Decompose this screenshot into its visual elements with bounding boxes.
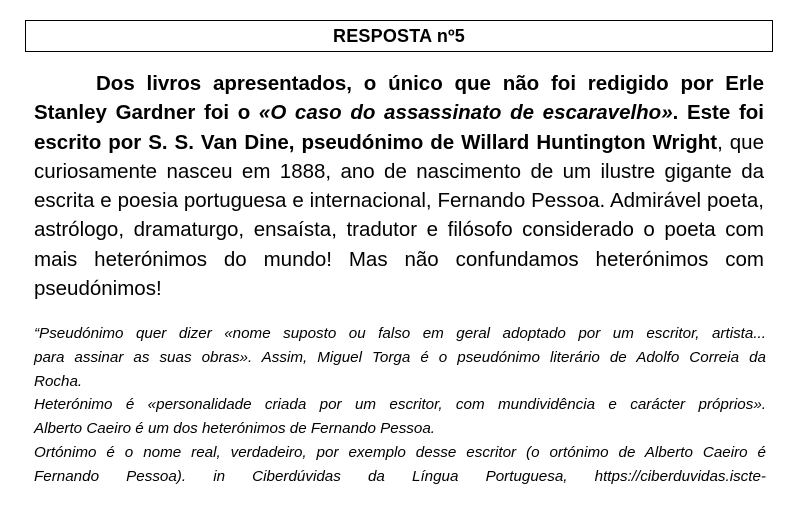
- book-title: «O caso do assassinato de escaravelho»: [258, 101, 673, 125]
- book-title-wrapper: [259, 101, 673, 124]
- answer-bold-intro: Dos livros apresentados, o único que não foi redigido por Erle Stanley Gardner foi o: [34, 72, 764, 125]
- answer-regular-text: , que curiosamente nasceu em 1888, ano de nascimento de um ilustre gigante da escrita e poesia portuguesa e internacional, Fernando Pessoa. Admirável poeta, astrólogo, dramaturgo, ensaísta, tradutor e filósofo considerado o poeta com mais heterónimos do mundo! Mas não confundamos heterónimos com pseudónimos!: [34, 130, 764, 301]
- answer-bold-after-title: . Este foi escrito por S. S. Van Dine, pseudónimo de Willard Huntington Wright: [34, 101, 764, 154]
- quote-line: Alberto Caeiro é um dos heterónimos de Fernando Pessoa.: [34, 420, 436, 438]
- answer-title: RESPOSTA nº5: [333, 25, 465, 46]
- quote-line: “Pseudónimo quer dizer «nome suposto ou falso em geral adoptado por um escritor, artista...: [34, 325, 766, 342]
- quote-line: para assinar as suas obras». Assim, Miguel Torga é o pseudónimo literário de Adolfo Correia da: [34, 348, 766, 366]
- answer-paragraph: [34, 69, 764, 303]
- quote-line: Rocha.: [34, 372, 83, 390]
- quote-line: Ortónimo é o nome real, verdadeiro, por exemplo desse escritor (o ortónimo de Alberto Caeiro é: [34, 443, 766, 461]
- quote-line: Heterónimo é «personalidade criada por um escritor, com mundividência e carácter próprios».: [34, 396, 766, 414]
- answer-header-box: [25, 20, 773, 52]
- definition-quote: [34, 322, 766, 489]
- quote-line: Fernando Pessoa). in Ciberdúvidas da Língua Portuguesa, https://ciberduvidas.iscte-: [34, 467, 766, 485]
